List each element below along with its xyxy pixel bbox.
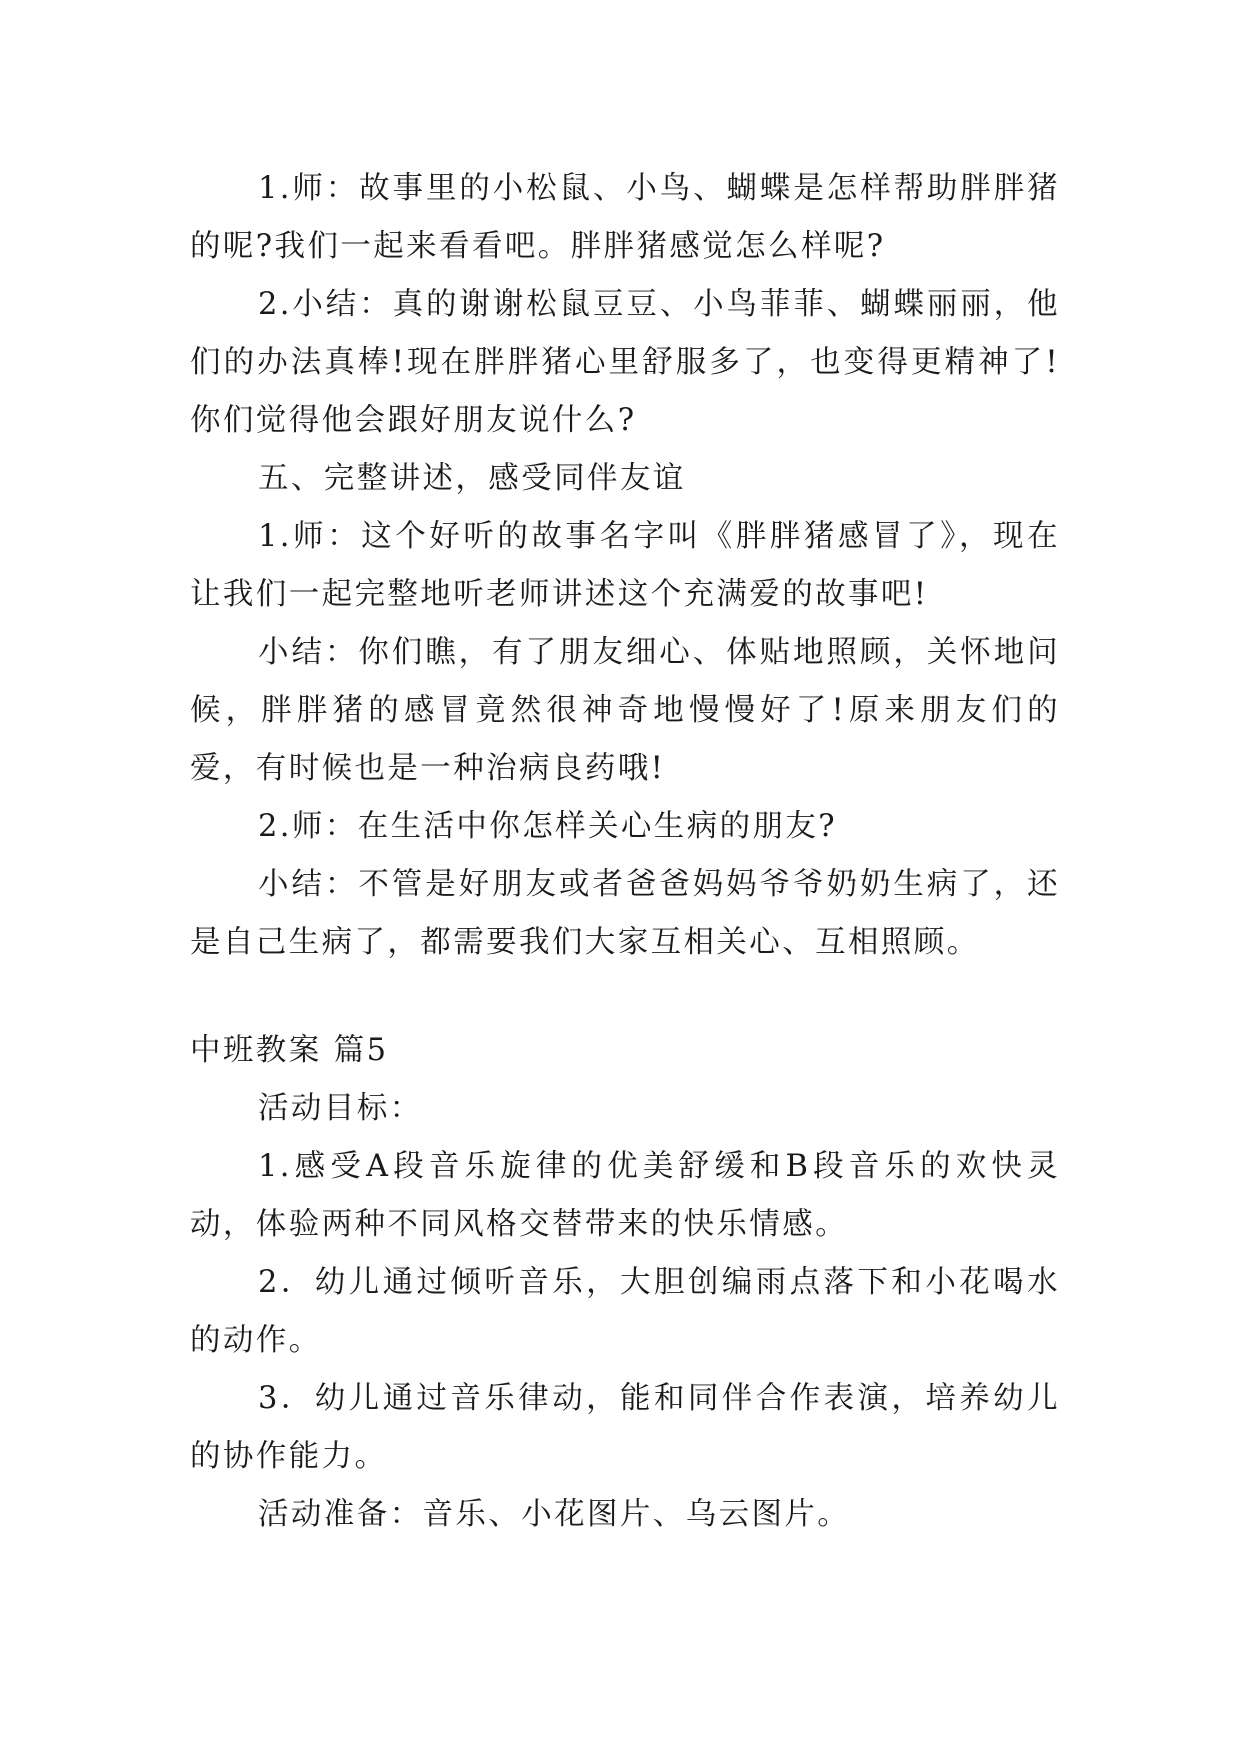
section-subheading: 五、完整讲述，感受同伴友谊 — [258, 461, 686, 496]
paragraph: 1.师：故事里的小松鼠、小鸟、蝴蝶是怎样帮助胖胖猪的呢?我们一起来看看吧。胖胖猪感觉怎么样呢? — [190, 171, 1060, 264]
document-body — [190, 160, 1060, 1544]
paragraph: 3．幼儿通过音乐律动，能和同伴合作表演，培养幼儿的协作能力。 — [190, 1381, 1060, 1474]
section-heading: 中班教案 篇5 — [190, 1033, 389, 1068]
paragraph: 小结：你们瞧，有了朋友细心、体贴地照顾，关怀地问候，胖胖猪的感冒竟然很神奇地慢慢好了!原来朋友们的爱，有时候也是一种治病良药哦! — [190, 635, 1060, 786]
paragraph: 1.师：这个好听的故事名字叫《胖胖猪感冒了》，现在让我们一起完整地听老师讲述这个充满爱的故事吧! — [190, 519, 1060, 612]
paragraph: 小结：不管是好朋友或者爸爸妈妈爷爷奶奶生病了，还是自己生病了，都需要我们大家互相关心、互相照顾。 — [190, 867, 1060, 960]
paragraph: 2.师：在生活中你怎样关心生病的朋友? — [258, 809, 838, 844]
paragraph: 活动目标： — [258, 1091, 423, 1126]
paragraph: 2.小结：真的谢谢松鼠豆豆、小鸟菲菲、蝴蝶丽丽，他们的办法真棒!现在胖胖猪心里舒服多了，也变得更精神了!你们觉得他会跟好朋友说什么? — [190, 287, 1060, 438]
paragraph: 活动准备：音乐、小花图片、乌云图片。 — [258, 1497, 851, 1532]
paragraph: 1.感受A段音乐旋律的优美舒缓和B段音乐的欢快灵动，体验两种不同风格交替带来的快乐情感。 — [190, 1149, 1060, 1242]
paragraph: 2．幼儿通过倾听音乐，大胆创编雨点落下和小花喝水的动作。 — [190, 1265, 1060, 1358]
